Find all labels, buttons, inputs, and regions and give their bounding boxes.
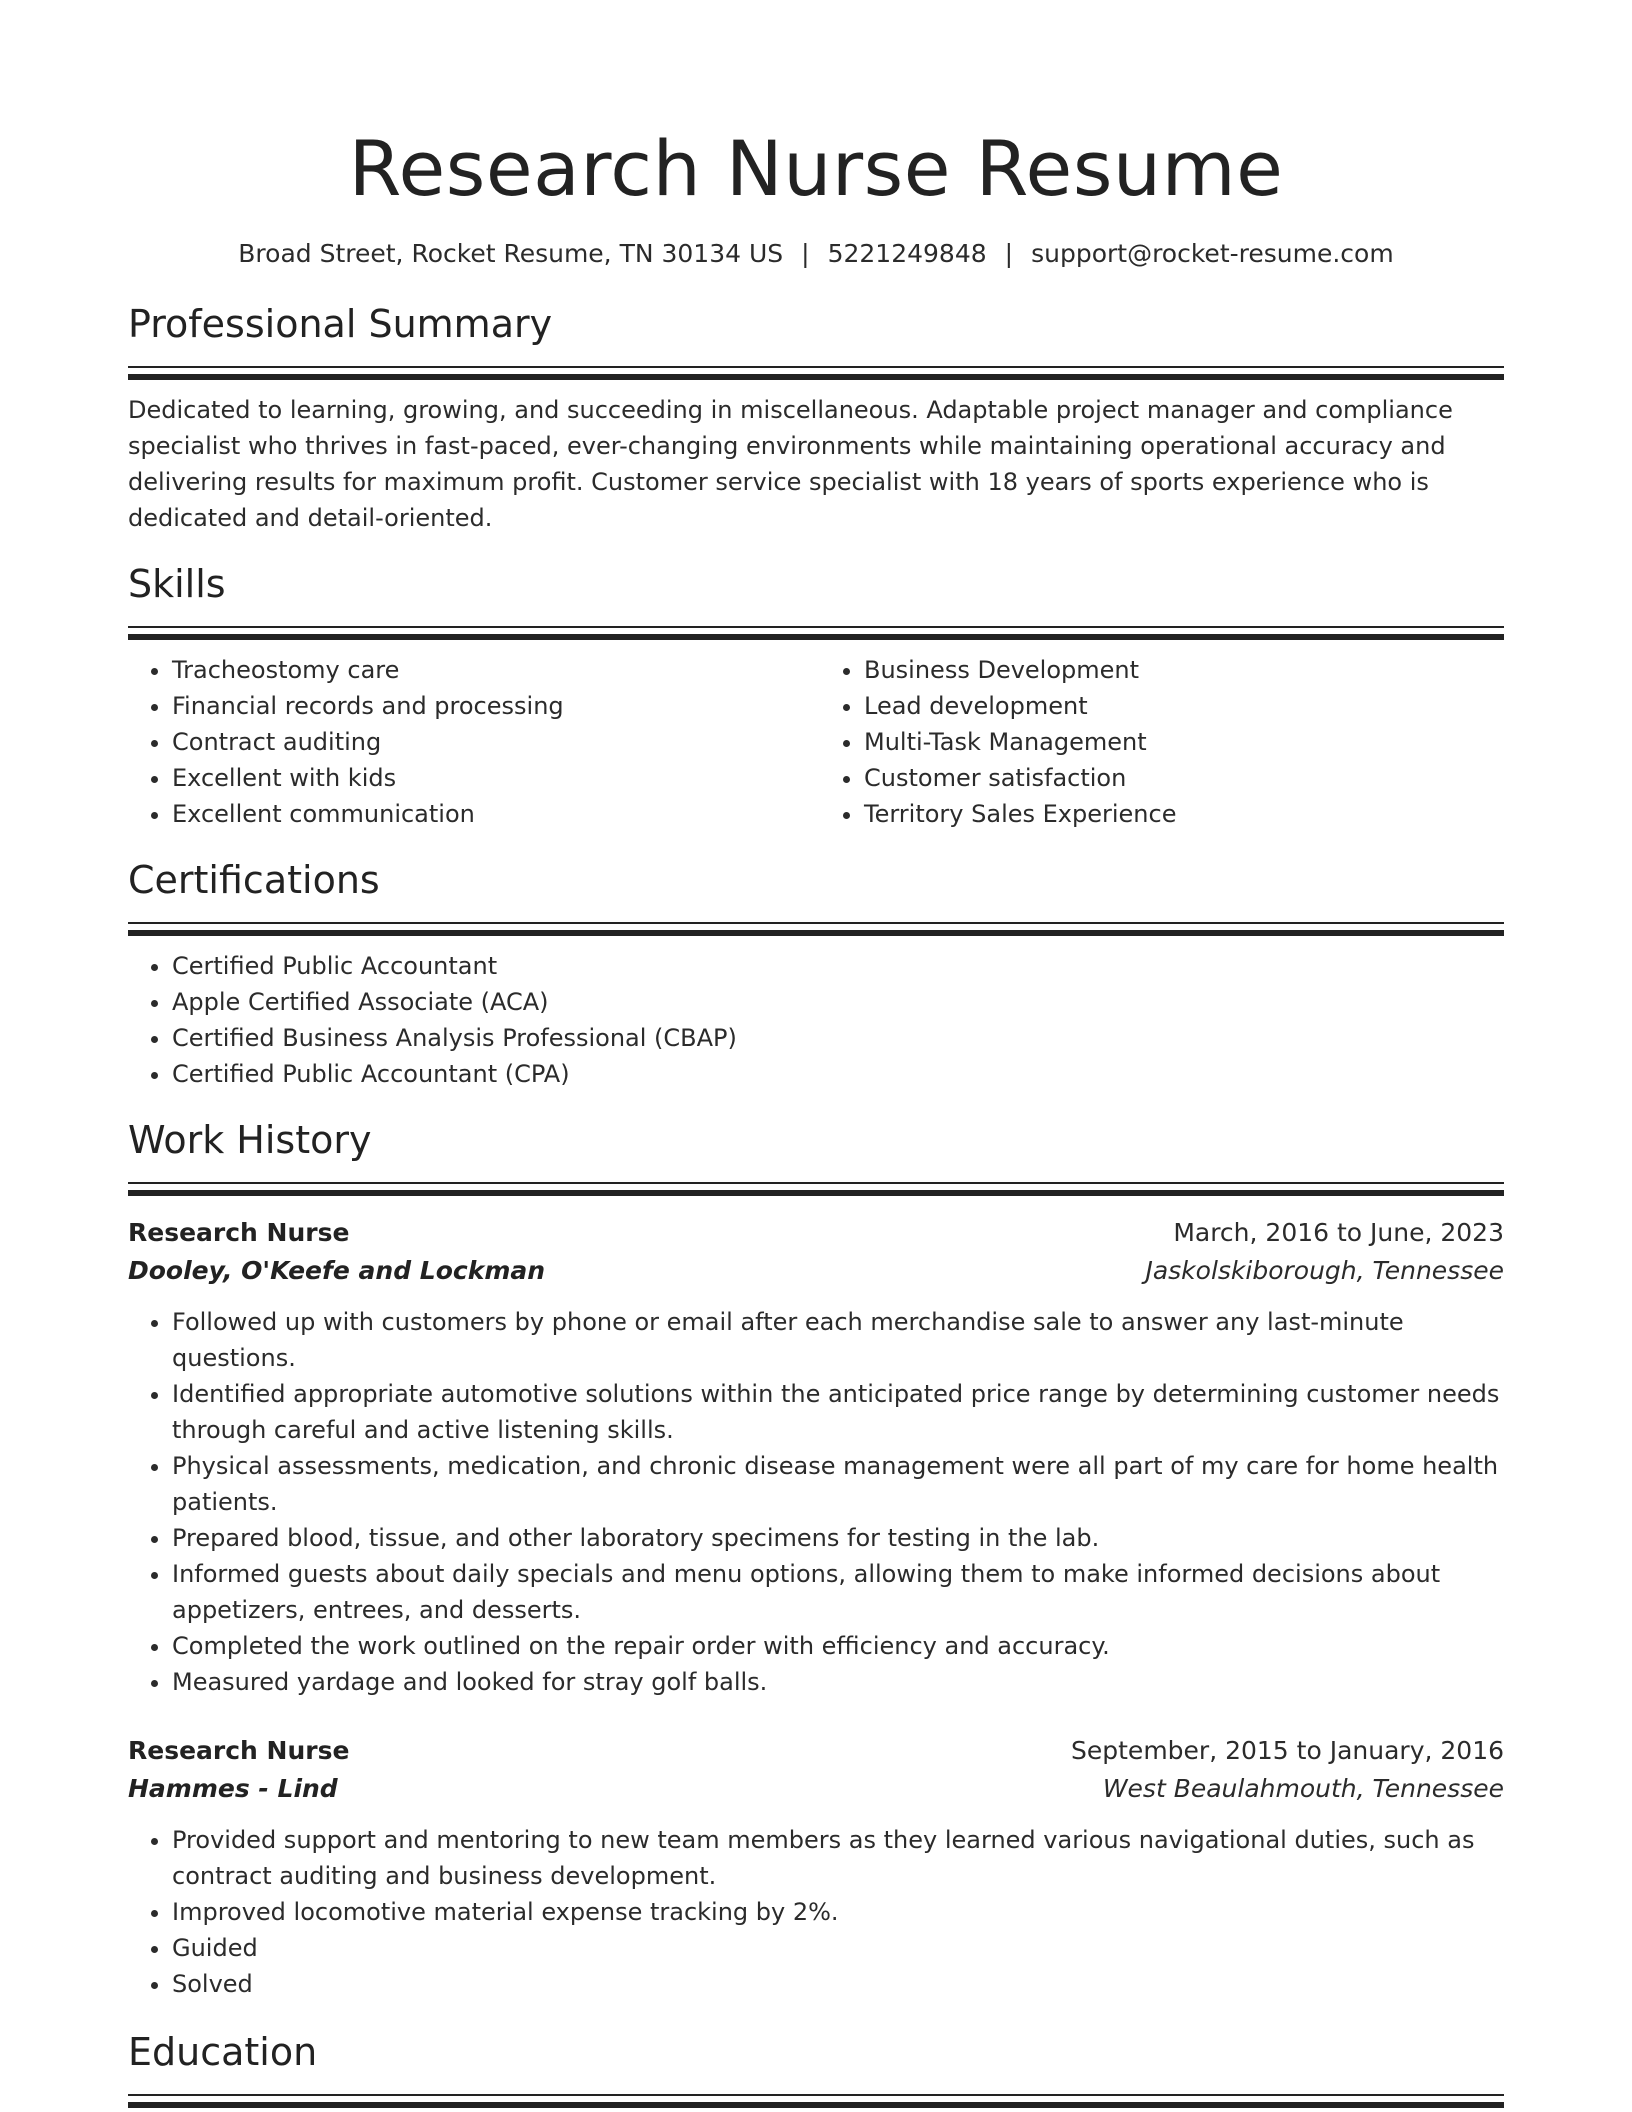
section-rule-thick bbox=[128, 2102, 1504, 2108]
summary-section bbox=[128, 300, 1504, 536]
section-rule bbox=[128, 2094, 1504, 2096]
job-company-row bbox=[128, 1252, 1504, 1290]
contact-separator: | bbox=[1004, 239, 1014, 268]
contact-address: Broad Street, Rocket Resume, TN 30134 US bbox=[238, 239, 784, 268]
certifications-heading: Certifications bbox=[128, 858, 380, 902]
job-duty-item: • Prepared blood, tissue, and other laboratory specimens for testing in the lab. bbox=[172, 1520, 1504, 1556]
section-rule-thick bbox=[128, 930, 1504, 936]
skill-item: • Excellent communication bbox=[172, 796, 816, 832]
skills-list-left bbox=[128, 652, 816, 832]
certification-item: • Certified Business Analysis Professional (CBAP) bbox=[172, 1020, 1504, 1056]
skills-heading: Skills bbox=[128, 562, 226, 606]
job-duty-item: • Informed guests about daily specials and menu options, allowing them to make informed decisions about appetizers, entrees, and desserts. bbox=[172, 1556, 1504, 1628]
job-dates: March, 2016 to June, 2023 bbox=[1173, 1218, 1504, 1247]
skill-item: • Contract auditing bbox=[172, 724, 816, 760]
job-title: Research Nurse bbox=[128, 1736, 350, 1765]
job-duty-item: • Followed up with customers by phone or email after each merchandise sale to answer any last-minute questions. bbox=[172, 1304, 1504, 1376]
job-title: Research Nurse bbox=[128, 1218, 350, 1247]
resume-page bbox=[128, 0, 1504, 2108]
summary-text: Dedicated to learning, growing, and succeeding in miscellaneous. Adaptable project manager and compliance specialist who thrives in fast-paced, ever-changing environments while maintaining operational accuracy and delivering results for maximum profit. Customer service specialist with 18 years of sports experience who is dedicated and detail-oriented. bbox=[128, 396, 1453, 532]
job-duty-item: • Identified appropriate automotive solutions within the anticipated price range by determining customer needs through careful and active listening skills. bbox=[172, 1376, 1504, 1448]
skill-item: • Customer satisfaction bbox=[864, 760, 1504, 796]
certifications-list bbox=[128, 948, 1504, 1092]
job-header-row bbox=[128, 1214, 1504, 1252]
skill-item: • Multi-Task Management bbox=[864, 724, 1504, 760]
section-rule bbox=[128, 922, 1504, 924]
job-location: West Beaulahmouth, Tennessee bbox=[1102, 1774, 1504, 1803]
contact-email[interactable]: support@rocket-resume.com bbox=[1031, 239, 1394, 268]
section-rule-thick bbox=[128, 374, 1504, 380]
section-rule bbox=[128, 626, 1504, 628]
skills-list-right bbox=[816, 652, 1504, 832]
contact-phone: 5221249848 bbox=[827, 239, 987, 268]
job-duties-list bbox=[128, 1304, 1504, 1700]
skill-item: • Territory Sales Experience bbox=[864, 796, 1504, 832]
job-company-row bbox=[128, 1770, 1504, 1808]
job-duties-list bbox=[128, 1822, 1504, 2002]
job-location: Jaskolskiborough, Tennessee bbox=[1145, 1256, 1504, 1285]
job-dates: September, 2015 to January, 2016 bbox=[1071, 1736, 1504, 1765]
certification-item: • Certified Public Accountant bbox=[172, 948, 1504, 984]
job-entry bbox=[128, 1732, 1504, 2002]
job-duty-item: • Completed the work outlined on the repair order with efficiency and accuracy. bbox=[172, 1628, 1504, 1664]
job-duty-item: • Measured yardage and looked for stray golf balls. bbox=[172, 1664, 1504, 1700]
skill-item: • Business Development bbox=[864, 652, 1504, 688]
education-heading: Education bbox=[128, 2030, 318, 2074]
skill-item: • Lead development bbox=[864, 688, 1504, 724]
section-rule-thick bbox=[128, 634, 1504, 640]
job-duty-item: • Provided support and mentoring to new team members as they learned various navigational duties, such as contract auditing and business development. bbox=[172, 1822, 1504, 1894]
education-section bbox=[128, 2028, 1504, 2108]
skills-section bbox=[128, 560, 1504, 832]
job-entry bbox=[128, 1214, 1504, 1700]
skill-item: • Excellent with kids bbox=[172, 760, 816, 796]
job-duty-item: • Improved locomotive material expense tracking by 2%. bbox=[172, 1894, 1504, 1930]
job-company: Dooley, O'Keefe and Lockman bbox=[128, 1256, 546, 1285]
certifications-section bbox=[128, 856, 1504, 1092]
job-duty-item: • Guided bbox=[172, 1930, 1504, 1966]
skill-item: • Tracheostomy care bbox=[172, 652, 816, 688]
resume-title: Research Nurse Resume bbox=[348, 124, 1284, 213]
section-rule-thick bbox=[128, 1190, 1504, 1196]
certification-item: • Certified Public Accountant (CPA) bbox=[172, 1056, 1504, 1092]
contact-separator: | bbox=[801, 239, 810, 268]
job-duty-item: • Physical assessments, medication, and chronic disease management were all part of my care for home health patients. bbox=[172, 1448, 1504, 1520]
job-duty-item: • Solved bbox=[172, 1966, 1504, 2002]
summary-heading: Professional Summary bbox=[128, 302, 553, 346]
skill-item: • Financial records and processing bbox=[172, 688, 816, 724]
job-header-row bbox=[128, 1732, 1504, 1770]
work-history-heading: Work History bbox=[128, 1118, 372, 1162]
work-history-section bbox=[128, 1116, 1504, 2002]
certification-item: • Apple Certified Associate (ACA) bbox=[172, 984, 1504, 1020]
skills-columns bbox=[128, 652, 1504, 832]
job-company: Hammes - Lind bbox=[128, 1774, 338, 1803]
section-rule bbox=[128, 1182, 1504, 1184]
contact-line bbox=[128, 238, 1504, 270]
section-rule bbox=[128, 366, 1504, 368]
